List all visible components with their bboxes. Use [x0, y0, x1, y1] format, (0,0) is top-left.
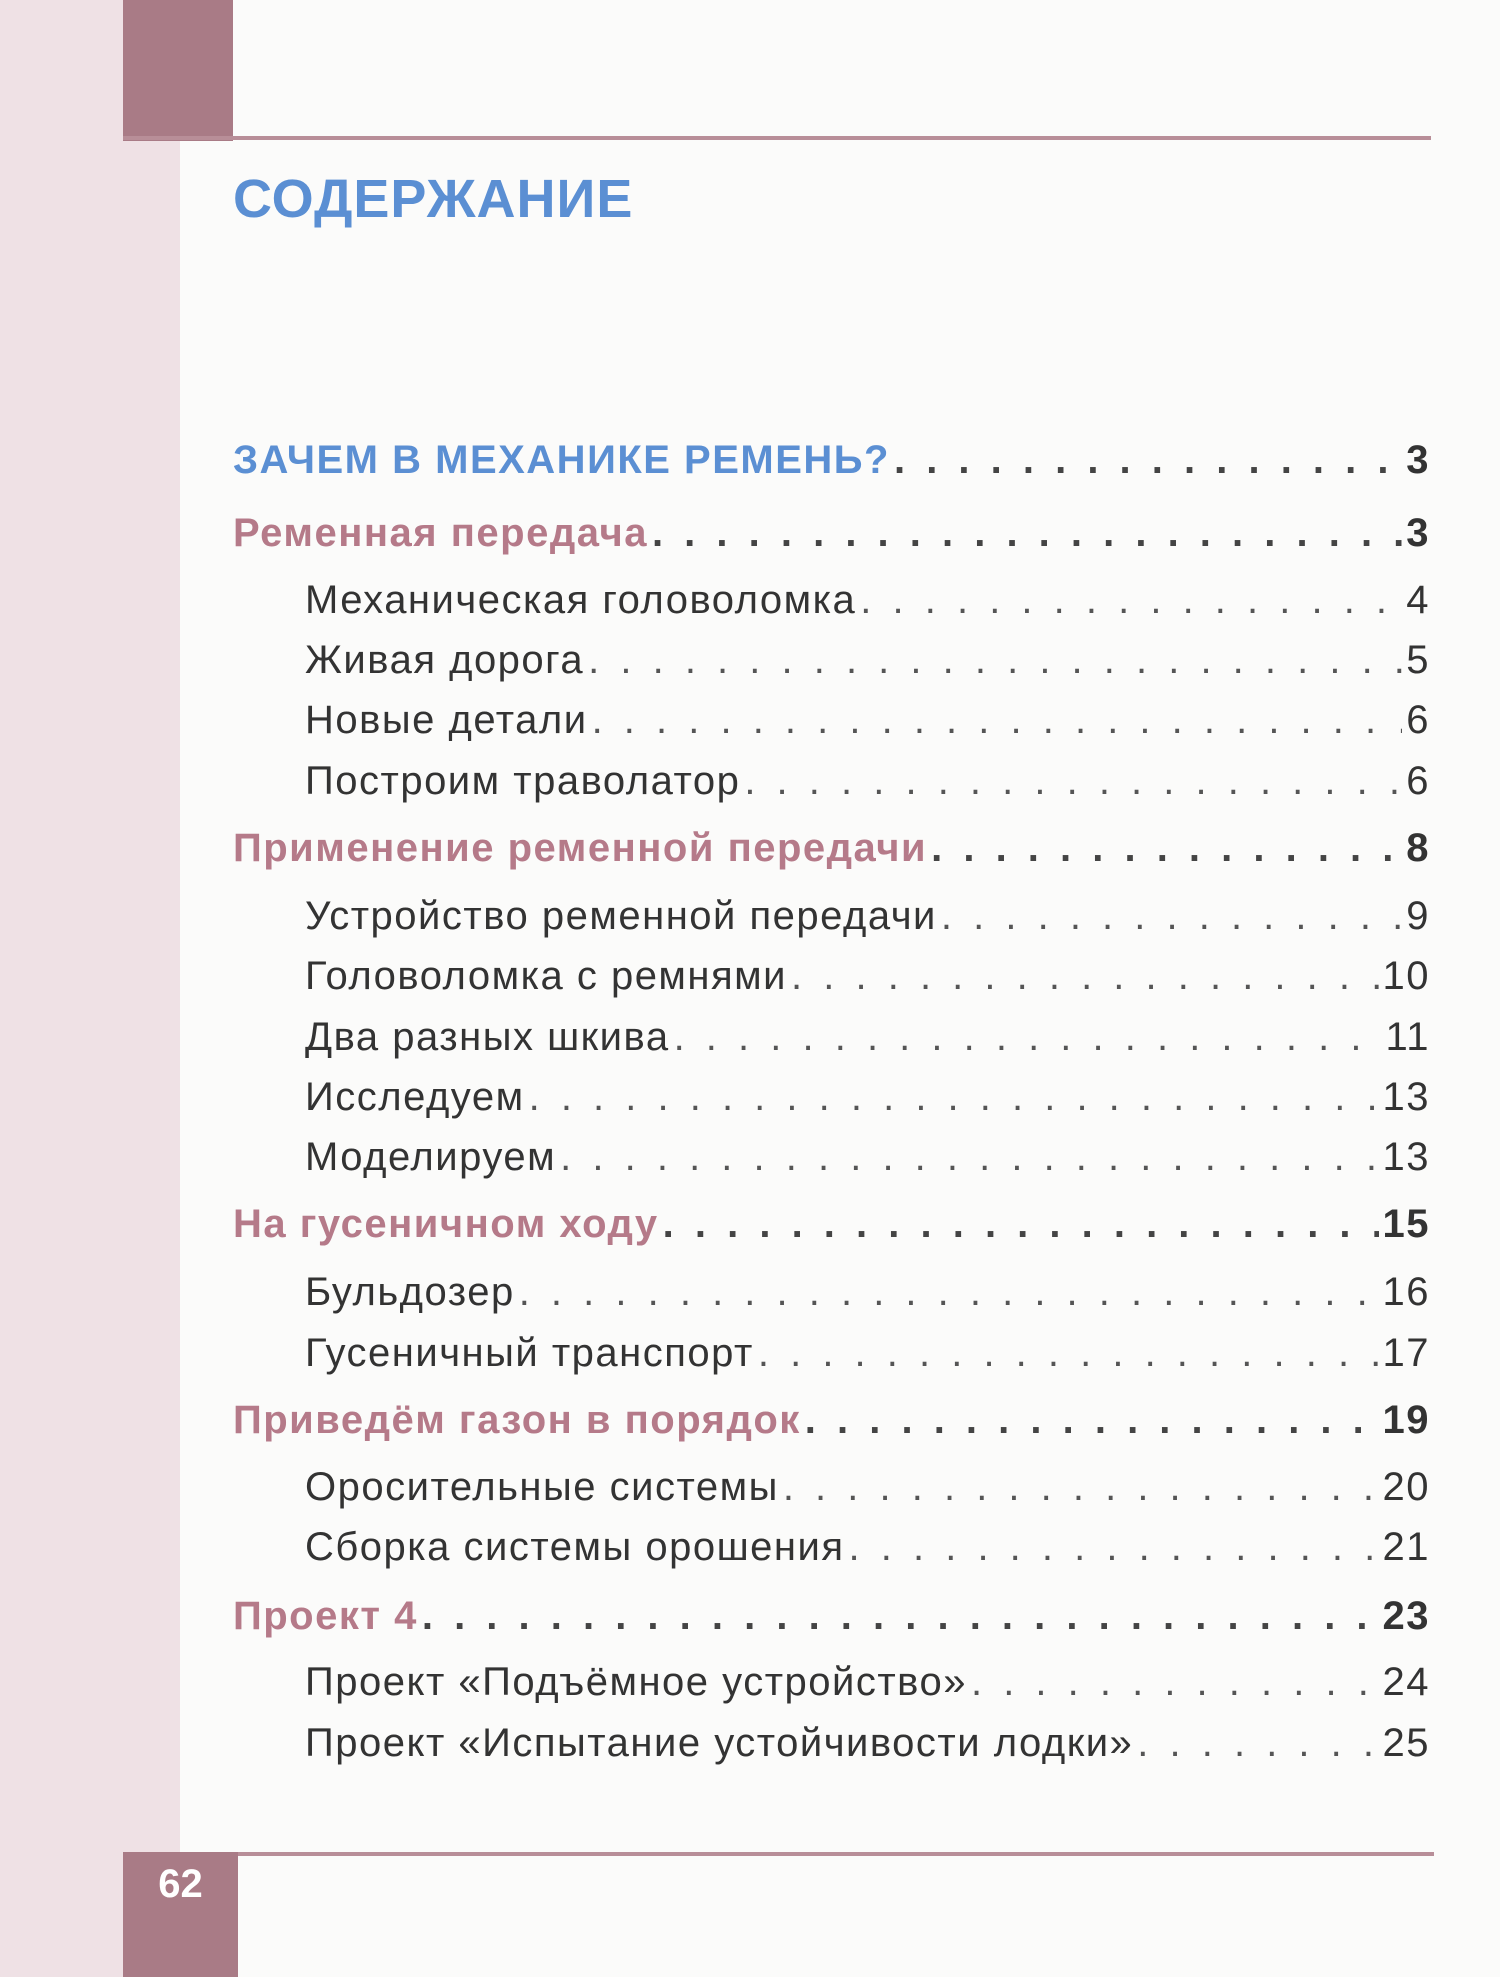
toc-label: На гусеничном ходу — [233, 1202, 659, 1246]
toc-label: Проект «Подъёмное устройство» — [305, 1660, 967, 1704]
toc-label: Приведём газон в порядок — [233, 1398, 801, 1442]
toc-page: 25 — [1382, 1721, 1430, 1765]
dot-leader — [783, 1465, 1379, 1510]
toc-page: 3 — [1406, 438, 1430, 482]
toc-row[interactable] — [233, 438, 1430, 483]
page-number: 62 — [158, 1862, 203, 1906]
toc-label: Новые детали — [305, 698, 588, 742]
dot-leader — [744, 759, 1402, 804]
toc-page: 19 — [1382, 1398, 1430, 1442]
toc-page: 24 — [1382, 1660, 1430, 1704]
toc-row[interactable] — [305, 894, 1430, 939]
toc-label: Бульдозер — [305, 1270, 515, 1314]
dot-leader — [519, 1270, 1379, 1315]
toc-page: 8 — [1406, 826, 1430, 870]
dot-leader — [529, 1075, 1379, 1120]
dot-leader — [560, 1135, 1378, 1180]
toc-label: Оросительные системы — [305, 1465, 779, 1509]
toc-page: 23 — [1382, 1594, 1430, 1638]
dot-leader — [588, 638, 1402, 683]
toc-label: Проект 4 — [233, 1594, 418, 1638]
toc-label: Механическая головоломка — [305, 578, 857, 622]
toc-row[interactable] — [305, 1331, 1430, 1376]
dot-leader — [422, 1594, 1379, 1639]
toc-label: Живая дорога — [305, 638, 585, 682]
toc-page: 11 — [1385, 1015, 1430, 1059]
dot-leader — [1137, 1721, 1378, 1766]
toc-page: 6 — [1406, 759, 1430, 803]
toc-label: ЗАЧЕМ В МЕХАНИКЕ РЕМЕНЬ? — [233, 438, 890, 482]
dot-leader — [849, 1525, 1379, 1570]
toc-label: Проект «Испытание устойчивости лодки» — [305, 1721, 1134, 1765]
dot-leader — [652, 511, 1402, 556]
toc-page: 21 — [1382, 1525, 1430, 1569]
toc-page: 16 — [1382, 1270, 1430, 1314]
page-title: СОДЕРЖАНИЕ — [233, 169, 634, 229]
toc-row[interactable] — [305, 1660, 1430, 1705]
dot-leader — [805, 1398, 1379, 1443]
toc-label: Применение ременной передачи — [233, 826, 928, 870]
dot-leader — [971, 1660, 1379, 1705]
toc-row[interactable] — [305, 698, 1430, 743]
toc-row[interactable] — [305, 1465, 1430, 1510]
toc-row[interactable] — [305, 1270, 1430, 1315]
dot-leader — [860, 578, 1402, 623]
toc-row[interactable] — [233, 1594, 1430, 1639]
toc-page: 17 — [1382, 1331, 1430, 1375]
toc-label: Устройство ременной передачи — [305, 894, 937, 938]
toc-row[interactable] — [305, 1075, 1430, 1120]
toc-row[interactable] — [233, 1398, 1430, 1443]
toc-row[interactable] — [233, 1202, 1430, 1247]
dot-leader — [791, 954, 1378, 999]
dot-leader — [592, 698, 1403, 743]
toc-label: Головоломка с ремнями — [305, 954, 788, 998]
dot-leader — [931, 826, 1402, 871]
toc-row[interactable] — [305, 1015, 1430, 1060]
toc-row[interactable] — [305, 954, 1430, 999]
toc-row[interactable] — [305, 1721, 1430, 1766]
toc-row[interactable] — [305, 638, 1430, 683]
toc-page: 5 — [1406, 638, 1430, 682]
bottom-rule — [180, 1852, 1434, 1856]
toc-label: Ременная передача — [233, 511, 648, 555]
toc-row[interactable] — [233, 826, 1430, 871]
toc-page: 10 — [1382, 954, 1430, 998]
toc-row[interactable] — [305, 1525, 1430, 1570]
toc-page: 6 — [1406, 698, 1430, 742]
toc-row[interactable] — [233, 511, 1430, 556]
toc-page: 9 — [1406, 894, 1430, 938]
dot-leader — [758, 1331, 1379, 1376]
dot-leader — [663, 1202, 1379, 1247]
toc-label: Исследуем — [305, 1075, 525, 1119]
toc-label: Гусеничный транспорт — [305, 1331, 754, 1375]
toc-page: 15 — [1382, 1202, 1430, 1246]
dot-leader — [941, 894, 1402, 939]
toc-row[interactable] — [305, 759, 1430, 804]
toc-label: Моделируем — [305, 1135, 557, 1179]
toc-page: 13 — [1382, 1075, 1430, 1119]
toc-page: 4 — [1406, 578, 1430, 622]
toc-label: Два разных шкива — [305, 1015, 670, 1059]
toc-row[interactable] — [305, 578, 1430, 623]
toc-row[interactable] — [305, 1135, 1430, 1180]
toc-label: Построим траволатор — [305, 759, 741, 803]
toc-page: 13 — [1382, 1135, 1430, 1179]
dot-leader — [674, 1015, 1382, 1060]
dot-leader — [894, 438, 1402, 483]
toc-page: 20 — [1382, 1465, 1430, 1509]
toc-label: Сборка системы орошения — [305, 1525, 845, 1569]
toc-page: 3 — [1406, 511, 1430, 555]
